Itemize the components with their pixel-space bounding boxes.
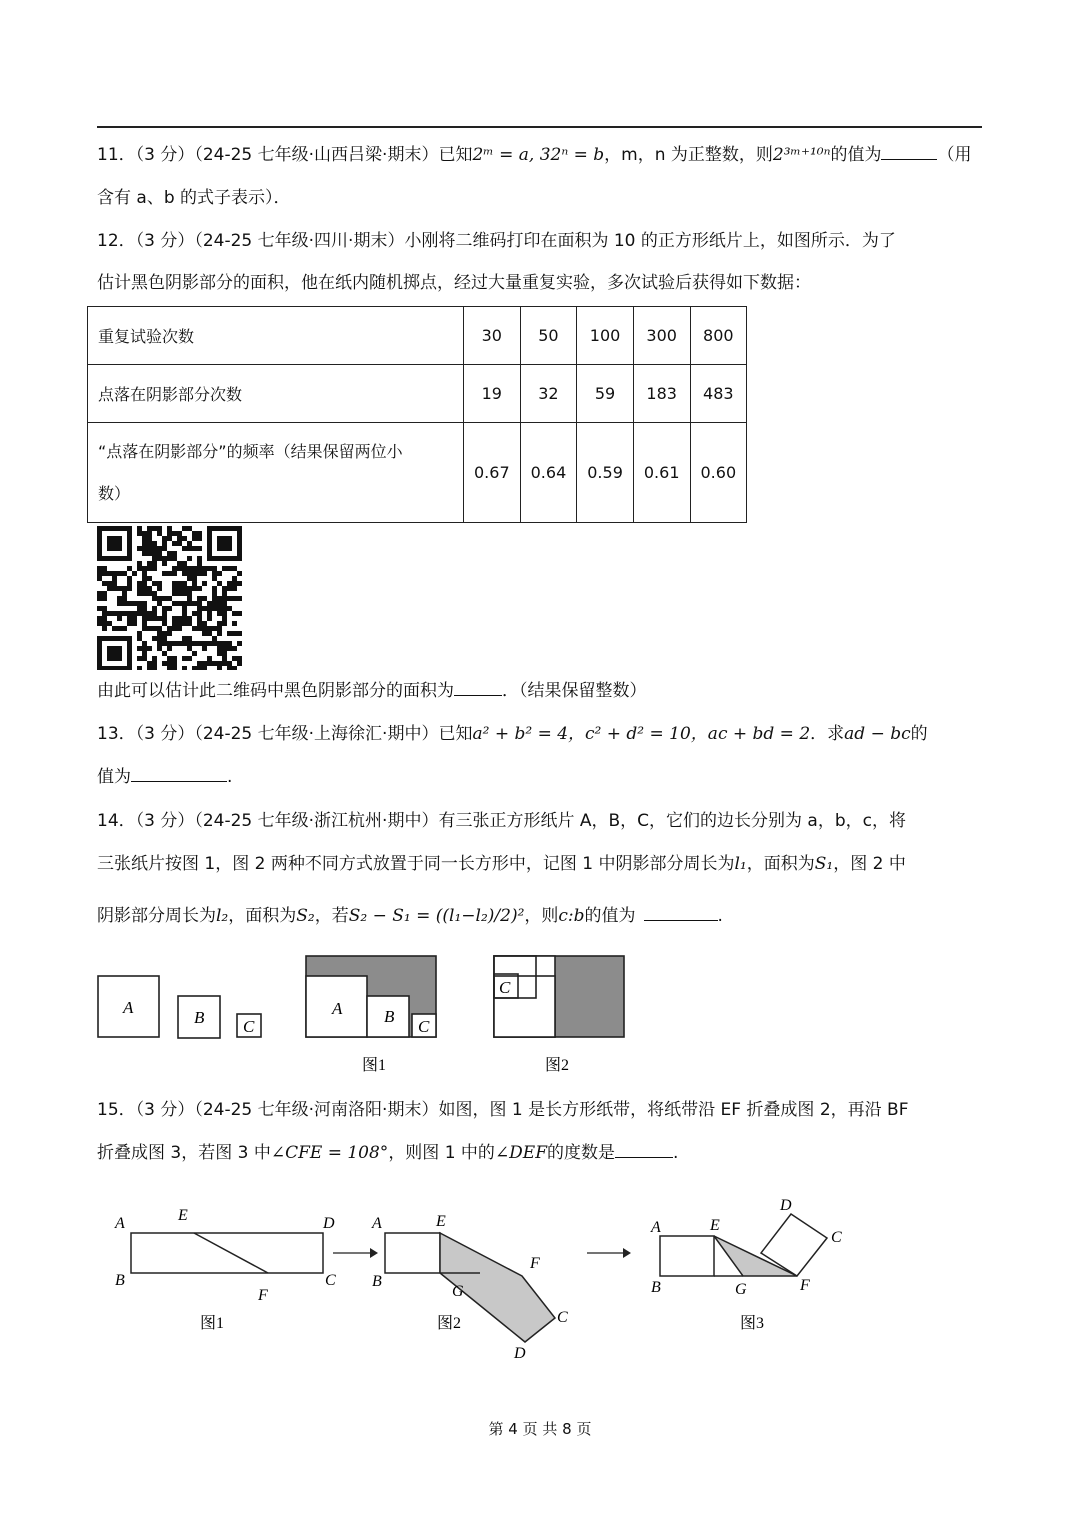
fig2-caption: 图2 <box>545 1057 570 1074</box>
table-cell: 100 <box>577 307 634 365</box>
q11-line2: 含有 a、b 的式子表示）． <box>97 188 291 208</box>
table-cell: 800 <box>690 307 747 365</box>
table-cell: 483 <box>690 365 747 423</box>
qr-code-image <box>97 526 243 670</box>
table-cell: 59 <box>577 365 634 423</box>
pt-g-3: G <box>735 1281 747 1298</box>
table-cell: 0.60 <box>690 423 747 523</box>
table-row-label: 重复试验次数 <box>88 307 464 365</box>
q15-figures <box>100 1190 860 1360</box>
table-row <box>88 365 747 423</box>
q14-line2: 三张纸片按图 1，图 2 两种不同方式放置于同一长方形中，记图 1 中阴影部分周长为l₁，面积为S₁，图 2 中 <box>97 854 906 874</box>
q15-line2: 折叠成图 3，若图 3 中∠CFE = 108°，则图 1 中的∠DEF的度数是 . <box>97 1143 679 1163</box>
table-cell: 0.67 <box>464 423 521 523</box>
q11-line1: 11．（3 分）（24-25 七年级·山西吕梁·期末）已知2ᵐ = a, 32ⁿ = b，m，n 为正整数，则2³ᵐ⁺¹⁰ⁿ的值为 （用 <box>97 145 972 165</box>
table-cell: 0.64 <box>520 423 577 523</box>
pt-f: F <box>258 1287 268 1304</box>
pt-e: E <box>178 1207 188 1224</box>
strip-fig3 <box>660 1236 714 1276</box>
arrow-1-head <box>370 1248 378 1258</box>
table-row-label: 点落在阴影部分次数 <box>88 365 464 423</box>
table-cell: 183 <box>633 365 690 423</box>
pt-d: D <box>323 1215 335 1232</box>
pt-f-2: F <box>530 1255 540 1272</box>
fig2-label-c: C <box>499 978 511 997</box>
q12-line2: 估计黑色阴影部分的面积，他在纸内随机掷点，经过大量重复实验，多次试验后获得如下数据： <box>97 273 811 293</box>
pt-c: C <box>325 1272 336 1289</box>
fig1-label-a: A <box>332 999 343 1018</box>
pt-a-2: A <box>372 1215 382 1232</box>
q14-figures <box>90 948 650 1080</box>
pt-b: B <box>115 1272 125 1289</box>
table-cell: 32 <box>520 365 577 423</box>
table-row <box>88 423 747 523</box>
table-cell: 0.59 <box>577 423 634 523</box>
q12-line1: 12．（3 分）（24-25 七年级·四川·期末）小刚将二维码打印在面积为 10 的正方形纸片上，如图所示．为了 <box>97 231 896 251</box>
table-cell: 50 <box>520 307 577 365</box>
page-footer: 第 4 页 共 8 页 <box>488 1420 592 1438</box>
fig1-label-b: B <box>384 1007 395 1026</box>
pt-b-3: B <box>651 1279 661 1296</box>
row3-label-a: “点落在阴影部分”的频率（结果保留两位小 <box>98 441 403 461</box>
pt-a: A <box>115 1215 125 1232</box>
label-a: A <box>123 998 134 1017</box>
row3-label-b: 数） <box>98 483 131 503</box>
pt-e-3: E <box>710 1217 720 1234</box>
table-row <box>88 307 747 365</box>
pt-d-2: D <box>514 1345 526 1360</box>
qr-modules <box>97 526 242 670</box>
pt-f-3: F <box>800 1277 810 1294</box>
pt-c-3: C <box>831 1229 842 1246</box>
header-rule <box>97 126 982 128</box>
pt-b-2: B <box>372 1273 382 1290</box>
q14-answer-blank[interactable] <box>644 904 718 921</box>
fig3-caption: 图3 <box>740 1315 765 1332</box>
q12-conclusion: 由此可以估计此二维码中黑色阴影部分的面积为 ．（结果保留整数） <box>97 681 647 701</box>
fig1-rectangle <box>306 956 436 1037</box>
table-cell: 30 <box>464 307 521 365</box>
strip-fig2 <box>385 1233 440 1273</box>
arrow-2-head <box>623 1248 631 1258</box>
table-row-label <box>88 423 464 523</box>
table-cell: 19 <box>464 365 521 423</box>
q13-answer-blank[interactable] <box>131 765 227 782</box>
q14-line1: 14．（3 分）（24-25 七年级·浙江杭州·期中）有三张正方形纸片 A，B，C，它们的边长分别为 a，b，c，将 <box>97 811 906 831</box>
pt-e-2: E <box>436 1213 446 1230</box>
pt-c-2: C <box>557 1309 568 1326</box>
q15-line1: 15．（3 分）（24-25 七年级·河南洛阳·期末）如图，图 1 是长方形纸带，将纸带沿 EF 折叠成图 2，再沿 BF <box>97 1100 909 1120</box>
q15-answer-blank[interactable] <box>615 1141 673 1158</box>
label-b: B <box>194 1008 205 1027</box>
frequency-table <box>87 306 747 523</box>
pt-a-3: A <box>651 1219 661 1236</box>
q13-line2: 值为 . <box>97 767 233 787</box>
q14-line3: 阴影部分周长为l₂，面积为S₂，若S₂ − S₁ = ((l₁−l₂)/2)²，则c:b的值为 . <box>97 906 723 926</box>
pt-g-2: G <box>452 1283 464 1300</box>
pt-d-3: D <box>780 1197 792 1214</box>
fig2-caption: 图2 <box>437 1315 462 1332</box>
strip-fig1 <box>131 1233 323 1273</box>
table-cell: 300 <box>633 307 690 365</box>
label-c: C <box>243 1017 255 1036</box>
fig1-caption: 图1 <box>362 1057 387 1074</box>
fold-line-ef <box>194 1233 268 1273</box>
q11-answer-blank[interactable] <box>881 143 937 160</box>
q13-line1: 13．（3 分）（24-25 七年级·上海徐汇·期中）已知a² + b² = 4，c² + d² = 10，ac + bd = 2．求ad − bc的 <box>97 724 928 744</box>
fig1-caption: 图1 <box>200 1315 225 1332</box>
fig2-rectangle <box>494 956 624 1037</box>
table-cell: 0.61 <box>633 423 690 523</box>
q12-answer-blank[interactable] <box>454 679 502 696</box>
fig1-label-c: C <box>418 1017 430 1036</box>
